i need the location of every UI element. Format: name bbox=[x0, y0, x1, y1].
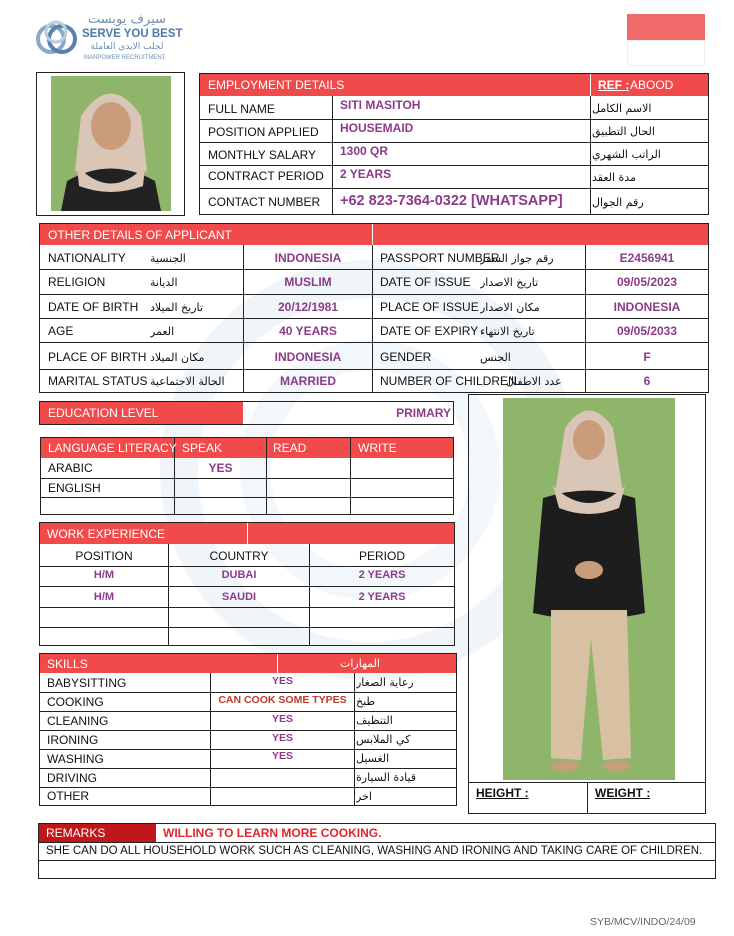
other-details-title: OTHER DETAILS OF APPLICANT bbox=[48, 227, 232, 242]
work-row-2-period: 2 YEARS bbox=[358, 591, 406, 603]
language-arabic-label: ARABIC bbox=[48, 461, 93, 475]
skill-cooking-arabic: طبخ bbox=[356, 695, 376, 708]
skills-header-divider bbox=[277, 654, 278, 673]
contact-number-value: +62 823-7364-0322 [WHATSAPP] bbox=[340, 193, 563, 209]
employment-details-table bbox=[199, 73, 709, 215]
skill-washing-arabic: الغسيل bbox=[356, 752, 390, 765]
date-of-birth-value: 20/12/1981 bbox=[277, 300, 339, 314]
passport-number-label: PASSPORT NUMBER bbox=[380, 251, 500, 265]
work-header-position: POSITION bbox=[75, 549, 133, 563]
nationality-arabic: الجنسية bbox=[150, 251, 186, 265]
employment-col-divider-1 bbox=[332, 96, 333, 214]
skill-cleaning-value: YES bbox=[271, 713, 293, 725]
skill-babysitting-label: BABYSITTING bbox=[47, 675, 127, 690]
indonesia-flag bbox=[627, 14, 705, 66]
date-of-birth-arabic: تاريخ الميلاد bbox=[150, 300, 203, 314]
language-english-read bbox=[267, 478, 350, 497]
place-of-issue-label: PLACE OF ISSUE bbox=[380, 300, 479, 314]
language-table bbox=[40, 437, 454, 515]
age-value: 40 YEARS bbox=[279, 324, 337, 338]
remarks-headline: WILLING TO LEARN MORE COOKING. bbox=[163, 826, 382, 840]
skill-driving-value bbox=[211, 768, 354, 787]
employment-row-line bbox=[200, 119, 708, 120]
full-name-value: SITI MASITOH bbox=[340, 98, 421, 112]
date-of-issue-label: DATE OF ISSUE bbox=[380, 275, 471, 289]
work-row-1-country: DUBAI bbox=[221, 569, 257, 581]
contract-period-label: CONTRACT PERIOD bbox=[208, 169, 324, 183]
measure-divider bbox=[587, 782, 588, 813]
number-of-children-value: 6 bbox=[643, 374, 651, 388]
date-of-expiry-value: 09/05/2033 bbox=[616, 324, 678, 338]
religion-value: MUSLIM bbox=[284, 275, 332, 289]
marital-status-label: MARITAL STATUS bbox=[48, 374, 148, 388]
place-of-birth-arabic: مكان الميلاد bbox=[150, 350, 205, 364]
work-row-2-country: SAUDI bbox=[221, 591, 257, 603]
language-header-read: READ bbox=[273, 441, 307, 455]
gender-arabic: الجنس bbox=[480, 350, 511, 364]
remarks-table bbox=[38, 823, 716, 879]
skill-driving-label: DRIVING bbox=[47, 770, 98, 785]
religion-label: RELIGION bbox=[48, 275, 106, 289]
work-experience-table bbox=[39, 522, 455, 646]
language-english-label: ENGLISH bbox=[48, 480, 101, 495]
contact-number-arabic: رقم الجوال bbox=[592, 195, 644, 209]
date-of-birth-label: DATE OF BIRTH bbox=[48, 300, 139, 314]
contract-period-arabic: مدة العقد bbox=[592, 170, 636, 184]
skill-cooking-value: CAN COOK SOME TYPES bbox=[218, 694, 347, 706]
language-english-speak bbox=[175, 478, 266, 497]
language-english-write bbox=[351, 478, 451, 497]
employment-row-line bbox=[200, 188, 708, 189]
skill-cleaning-label: CLEANING bbox=[47, 713, 109, 728]
full-body-person-icon bbox=[503, 398, 675, 780]
skill-washing-value: YES bbox=[271, 750, 293, 762]
marital-status-arabic: الحالة الاجتماعية bbox=[150, 374, 225, 388]
remarks-row-line bbox=[39, 860, 715, 861]
education-table bbox=[39, 401, 454, 425]
logo-tagline: MANPOWER RECRUITMENT bbox=[84, 55, 166, 61]
skills-title: SKILLS bbox=[47, 656, 88, 671]
skill-other-value bbox=[211, 787, 354, 805]
employment-col-divider-2 bbox=[590, 96, 591, 214]
remarks-label: REMARKS bbox=[46, 826, 106, 840]
company-logo bbox=[34, 12, 183, 66]
marital-status-value: MARRIED bbox=[280, 374, 336, 388]
place-of-birth-value: INDONESIA bbox=[274, 350, 342, 364]
skill-babysitting-arabic: رعاية الصغار bbox=[356, 676, 414, 689]
skill-cleaning-arabic: التنظيف bbox=[356, 714, 393, 727]
flag-bottom-stripe bbox=[627, 40, 705, 66]
skill-ironing-value: YES bbox=[271, 732, 293, 744]
language-arabic-read bbox=[267, 458, 350, 478]
height-label: HEIGHT : bbox=[476, 786, 529, 800]
place-of-issue-value: INDONESIA bbox=[613, 300, 681, 314]
logo-arabic-name: سيرف يوبست bbox=[88, 12, 166, 27]
logo-english-name: SERVE YOU BEST bbox=[82, 28, 183, 40]
work-row-1-position: H/M bbox=[93, 569, 115, 581]
religion-arabic: الديانة bbox=[150, 275, 178, 289]
skills-table bbox=[39, 653, 457, 806]
language-arabic-write bbox=[351, 458, 451, 478]
skill-other-arabic: اخر bbox=[356, 789, 372, 803]
portrait-frame bbox=[36, 72, 185, 216]
date-of-expiry-arabic: تاريخ الانتهاء bbox=[480, 324, 535, 338]
work-row-line bbox=[40, 607, 454, 608]
ref-label: REF : bbox=[598, 78, 630, 92]
portrait-person-icon bbox=[51, 76, 171, 211]
language-header-literacy: LANGUAGE LITERACY bbox=[48, 441, 177, 455]
passport-number-arabic: رقم جواز السفر bbox=[480, 251, 554, 265]
nationality-value: INDONESIA bbox=[274, 251, 342, 265]
language-header-speak: SPEAK bbox=[182, 441, 223, 455]
full-body-photo-frame bbox=[468, 394, 706, 814]
number-of-children-label: NUMBER OF CHILDREN bbox=[380, 374, 517, 388]
gender-label: GENDER bbox=[380, 350, 432, 364]
work-row-2-position: H/M bbox=[93, 591, 115, 603]
place-of-issue-arabic: مكان الاصدار bbox=[480, 300, 540, 314]
skill-driving-arabic: قيادة السيارة bbox=[356, 771, 417, 784]
ref-value: ABOOD bbox=[630, 78, 674, 92]
other-details-header-divider bbox=[372, 224, 373, 245]
logo-arabic-subtitle: لجلب الايدي العاملة bbox=[90, 42, 164, 52]
skill-cooking-label: COOKING bbox=[47, 694, 104, 709]
document-code: SYB/MCV/INDO/24/09 bbox=[590, 916, 696, 928]
remarks-line-1: SHE CAN DO ALL HOUSEHOLD WORK SUCH AS CLEANING, WASHING AND IRONING AND TAKING CARE OF CHILDREN. bbox=[46, 845, 703, 857]
weight-label: WEIGHT : bbox=[595, 786, 651, 800]
work-row-1-period: 2 YEARS bbox=[358, 569, 406, 581]
skills-title-arabic: المهارات bbox=[340, 657, 380, 670]
other-details-table bbox=[39, 223, 709, 393]
language-arabic-speak: YES bbox=[208, 461, 233, 475]
monthly-salary-label: MONTHLY SALARY bbox=[208, 148, 317, 162]
ref-divider bbox=[590, 74, 591, 96]
work-header-divider bbox=[247, 523, 248, 544]
nationality-label: NATIONALITY bbox=[48, 251, 126, 265]
work-title: WORK EXPERIENCE bbox=[47, 526, 166, 541]
number-of-children-arabic: عدد الاطفال bbox=[506, 374, 562, 388]
position-applied-label: POSITION APPLIED bbox=[208, 125, 319, 139]
language-row-line bbox=[41, 497, 453, 498]
date-of-issue-arabic: تاريخ الاصدار bbox=[480, 275, 539, 289]
full-name-label: FULL NAME bbox=[208, 102, 275, 116]
employment-title: EMPLOYMENT DETAILS bbox=[208, 78, 345, 92]
passport-number-value: E2456941 bbox=[619, 251, 675, 265]
skill-babysitting-value: YES bbox=[271, 675, 293, 687]
flag-top-stripe bbox=[627, 14, 705, 40]
skill-ironing-label: IRONING bbox=[47, 732, 99, 747]
logo-emblem-icon bbox=[34, 14, 80, 64]
position-applied-arabic: الحال التطبيق bbox=[592, 124, 655, 138]
age-arabic: العمر bbox=[150, 324, 175, 338]
age-label: AGE bbox=[48, 324, 74, 338]
education-label: EDUCATION LEVEL bbox=[48, 406, 159, 420]
language-header-write: WRITE bbox=[358, 441, 397, 455]
education-value: PRIMARY bbox=[396, 406, 451, 420]
date-of-expiry-label: DATE OF EXPIRY bbox=[380, 324, 479, 338]
contact-number-label: CONTACT NUMBER bbox=[208, 195, 321, 209]
employment-row-line bbox=[200, 142, 708, 143]
portrait-photo bbox=[51, 76, 171, 211]
monthly-salary-arabic: الراتب الشهري bbox=[592, 147, 661, 161]
skill-washing-label: WASHING bbox=[47, 751, 104, 766]
work-header-period: PERIOD bbox=[358, 549, 405, 563]
work-row-line bbox=[40, 627, 454, 628]
skill-ironing-arabic: كي الملابس bbox=[356, 733, 411, 746]
full-name-arabic: الاسم الكامل bbox=[592, 101, 652, 115]
work-header-country: COUNTRY bbox=[209, 549, 269, 563]
monthly-salary-value: 1300 QR bbox=[340, 144, 389, 158]
full-body-photo bbox=[503, 398, 675, 780]
date-of-issue-value: 09/05/2023 bbox=[616, 275, 678, 289]
contract-period-value: 2 YEARS bbox=[340, 167, 392, 181]
place-of-birth-label: PLACE OF BIRTH bbox=[48, 350, 147, 364]
position-applied-value: HOUSEMAID bbox=[340, 121, 414, 135]
skill-other-label: OTHER bbox=[47, 789, 89, 803]
gender-value: F bbox=[643, 350, 651, 364]
